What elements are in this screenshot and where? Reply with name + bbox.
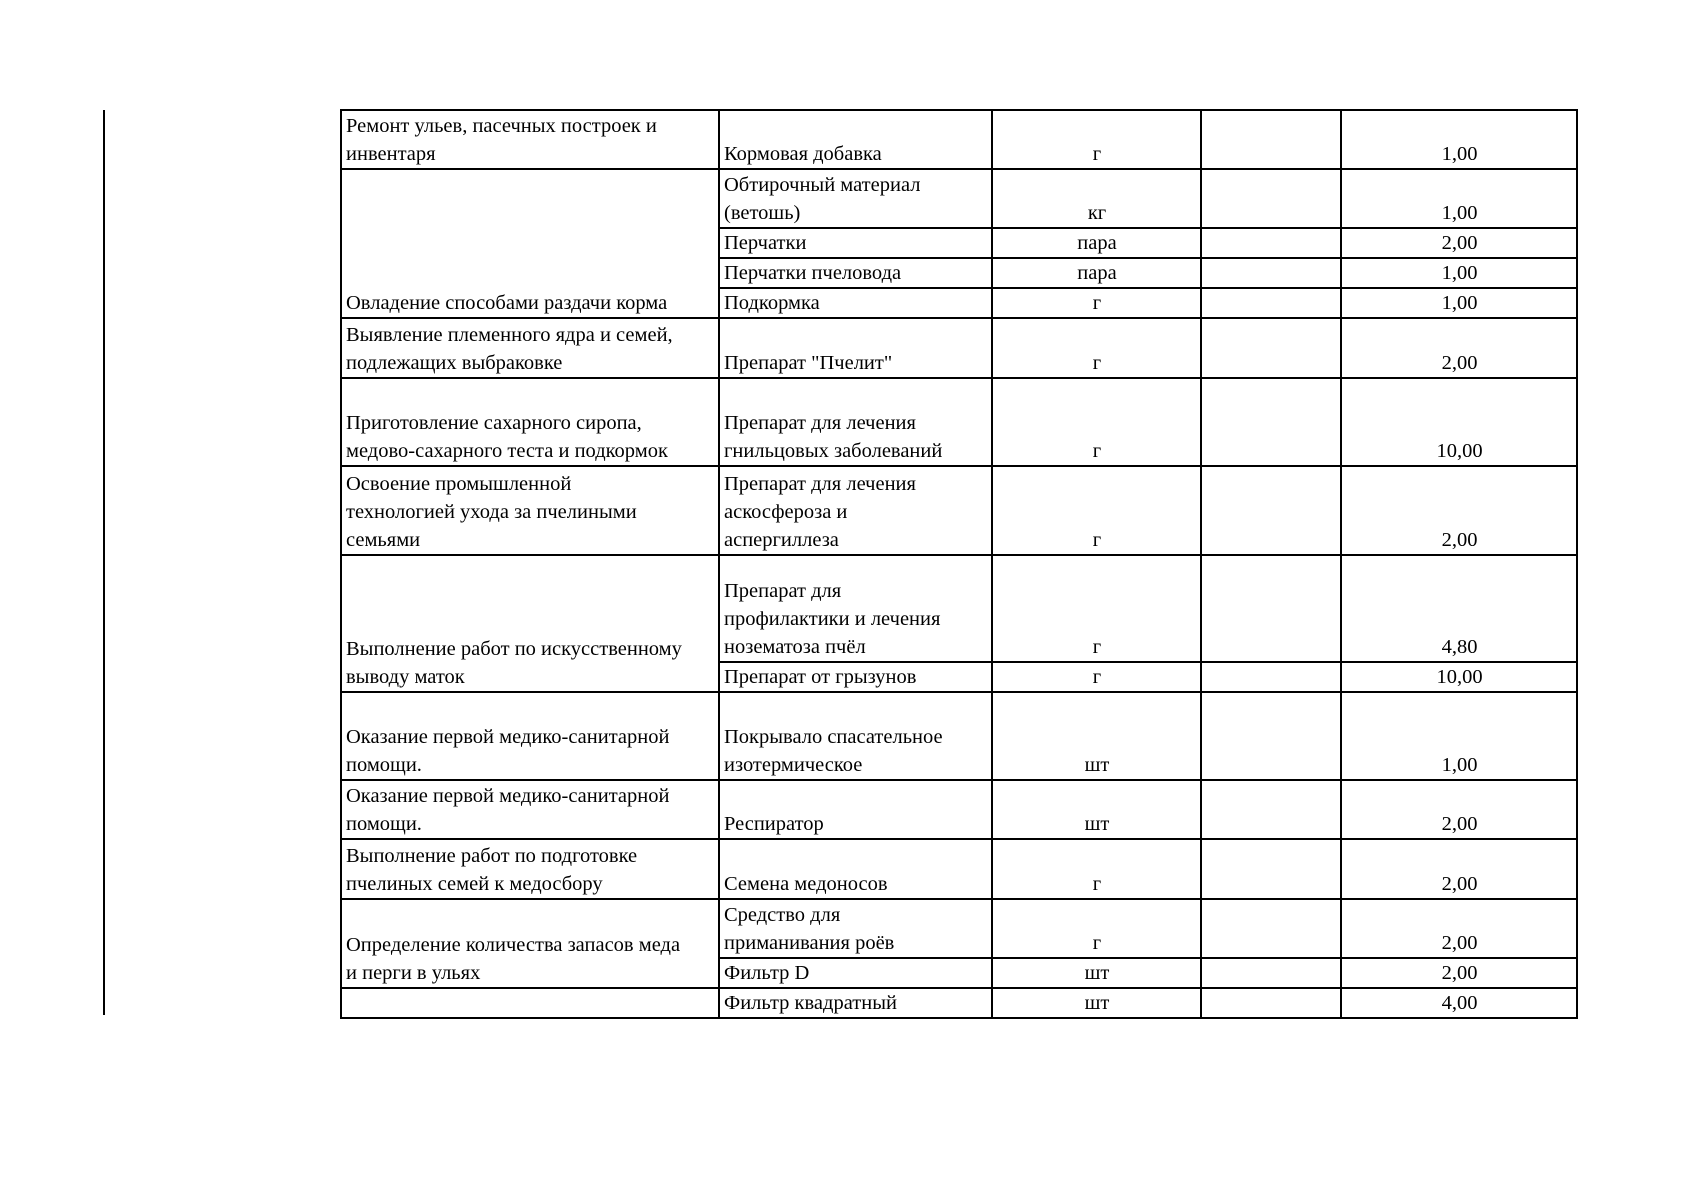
empty-cell — [1201, 958, 1341, 988]
work-cell — [341, 988, 719, 1018]
unit-cell: шт — [992, 988, 1201, 1018]
unit-cell: шт — [992, 958, 1201, 988]
quantity-cell: 2,00 — [1341, 228, 1577, 258]
materials-table — [340, 109, 1578, 1019]
unit-cell: г — [992, 318, 1201, 378]
unit-cell: г — [992, 662, 1201, 692]
material-cell: Препарат для лечения аскосфероза и аспергиллеза — [719, 466, 992, 555]
quantity-cell: 4,00 — [1341, 988, 1577, 1018]
work-cell: Овладение способами раздачи корма — [341, 169, 719, 318]
material-cell: Препарат для лечения гнильцовых заболеваний — [719, 378, 992, 466]
empty-cell — [1201, 258, 1341, 288]
material-cell: Препарат "Пчелит" — [719, 318, 992, 378]
empty-cell — [1201, 318, 1341, 378]
quantity-cell: 1,00 — [1341, 110, 1577, 169]
unit-cell: г — [992, 555, 1201, 662]
unit-cell: пара — [992, 228, 1201, 258]
unit-cell: г — [992, 899, 1201, 958]
table-row — [341, 318, 1577, 378]
table-row — [341, 110, 1577, 169]
quantity-cell: 10,00 — [1341, 662, 1577, 692]
quantity-cell: 4,80 — [1341, 555, 1577, 662]
quantity-cell: 2,00 — [1341, 318, 1577, 378]
table-row — [341, 378, 1577, 466]
table-row — [341, 988, 1577, 1018]
quantity-cell: 1,00 — [1341, 258, 1577, 288]
unit-cell: шт — [992, 692, 1201, 780]
empty-cell — [1201, 555, 1341, 662]
quantity-cell: 1,00 — [1341, 288, 1577, 318]
material-cell: Фильтр D — [719, 958, 992, 988]
empty-cell — [1201, 988, 1341, 1018]
unit-cell: кг — [992, 169, 1201, 228]
empty-cell — [1201, 839, 1341, 899]
material-cell: Кормовая добавка — [719, 110, 992, 169]
work-cell: Освоение промышленной технологией ухода за пчелиными семьями — [341, 466, 719, 555]
material-cell: Средство для приманивания роёв — [719, 899, 992, 958]
table-row — [341, 780, 1577, 839]
table-row — [341, 692, 1577, 780]
table-row — [341, 466, 1577, 555]
material-cell: Обтирочный материал (ветошь) — [719, 169, 992, 228]
unit-cell: г — [992, 378, 1201, 466]
quantity-cell: 1,00 — [1341, 169, 1577, 228]
empty-cell — [1201, 228, 1341, 258]
work-cell: Определение количества запасов меда и перги в ульях — [341, 899, 719, 988]
material-cell: Семена медоносов — [719, 839, 992, 899]
empty-cell — [1201, 288, 1341, 318]
work-cell: Ремонт ульев, пасечных построек и инвентаря — [341, 110, 719, 169]
table-row — [341, 839, 1577, 899]
empty-cell — [1201, 692, 1341, 780]
unit-cell: г — [992, 466, 1201, 555]
quantity-cell: 1,00 — [1341, 692, 1577, 780]
empty-cell — [1201, 378, 1341, 466]
unit-cell: шт — [992, 780, 1201, 839]
table-row — [341, 169, 1577, 228]
work-cell: Выявление племенного ядра и семей, подлежащих выбраковке — [341, 318, 719, 378]
material-cell: Респиратор — [719, 780, 992, 839]
material-cell: Перчатки пчеловода — [719, 258, 992, 288]
material-cell: Покрывало спасательное изотермическое — [719, 692, 992, 780]
table-row — [341, 555, 1577, 662]
material-cell: Препарат для профилактики и лечения нозематоза пчёл — [719, 555, 992, 662]
material-cell: Препарат от грызунов — [719, 662, 992, 692]
unit-cell: г — [992, 110, 1201, 169]
quantity-cell: 2,00 — [1341, 780, 1577, 839]
empty-cell — [1201, 899, 1341, 958]
work-cell: Оказание первой медико-санитарной помощи. — [341, 780, 719, 839]
page-margin-line — [103, 110, 105, 1015]
work-cell: Приготовление сахарного сиропа, медово-сахарного теста и подкормок — [341, 378, 719, 466]
quantity-cell: 2,00 — [1341, 466, 1577, 555]
unit-cell: г — [992, 288, 1201, 318]
material-cell: Подкормка — [719, 288, 992, 318]
empty-cell — [1201, 466, 1341, 555]
quantity-cell: 2,00 — [1341, 839, 1577, 899]
quantity-cell: 2,00 — [1341, 899, 1577, 958]
empty-cell — [1201, 662, 1341, 692]
unit-cell: пара — [992, 258, 1201, 288]
work-cell: Оказание первой медико-санитарной помощи. — [341, 692, 719, 780]
material-cell: Перчатки — [719, 228, 992, 258]
empty-cell — [1201, 169, 1341, 228]
unit-cell: г — [992, 839, 1201, 899]
table-row — [341, 899, 1577, 958]
work-cell: Выполнение работ по подготовке пчелиных семей к медосбору — [341, 839, 719, 899]
material-cell: Фильтр квадратный — [719, 988, 992, 1018]
empty-cell — [1201, 780, 1341, 839]
work-cell: Выполнение работ по искусственному выводу маток — [341, 555, 719, 692]
empty-cell — [1201, 110, 1341, 169]
quantity-cell: 2,00 — [1341, 958, 1577, 988]
quantity-cell: 10,00 — [1341, 378, 1577, 466]
